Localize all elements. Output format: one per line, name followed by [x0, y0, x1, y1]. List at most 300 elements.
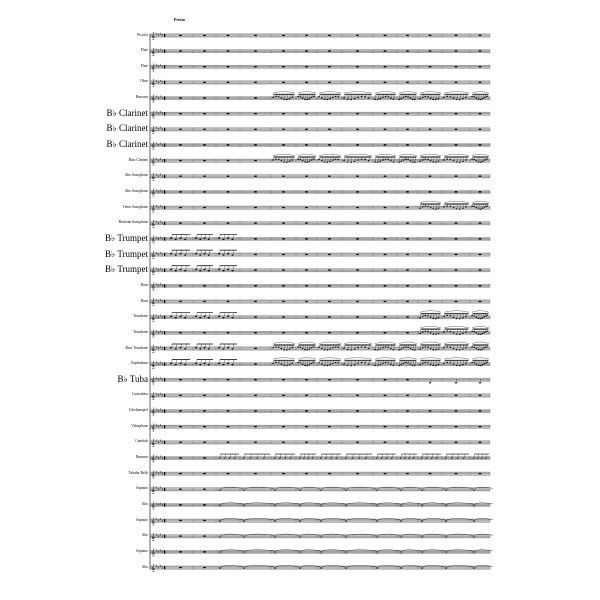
note: [350, 349, 352, 350]
note: [170, 316, 172, 318]
key-sharp: ♯: [157, 48, 160, 54]
whole-rest: [384, 191, 387, 192]
instrument-label: Vibraphone: [131, 423, 148, 428]
note: [473, 362, 475, 363]
note: [364, 347, 366, 348]
staff: [150, 438, 490, 448]
note: [427, 331, 429, 332]
slur: [273, 154, 295, 156]
note: [204, 237, 206, 239]
key-sharp: ♯: [155, 547, 158, 553]
note: [329, 98, 331, 99]
instrument-label: Baritone Saxophone: [118, 220, 148, 225]
note: [299, 347, 301, 348]
key-sharp: ♯: [155, 391, 158, 397]
staff: [150, 326, 490, 338]
whole-rest: [203, 50, 206, 51]
whole-rest: [479, 50, 482, 51]
note: [473, 315, 475, 316]
note: [313, 96, 315, 97]
whole-rest: [384, 379, 387, 380]
whole-rest: [254, 442, 257, 443]
key-sharp: ♯: [157, 564, 160, 570]
note: [480, 318, 482, 319]
whole-rest: [356, 379, 359, 380]
staff: [150, 266, 490, 276]
key-sharp: ♯: [157, 533, 160, 539]
whole-rest: [455, 238, 458, 239]
note: [465, 206, 467, 207]
whole-rest: [429, 442, 432, 443]
whole-rest: [429, 50, 432, 51]
whole-rest: [282, 238, 285, 239]
whole-rest: [227, 285, 230, 286]
whole-rest: [254, 379, 257, 380]
note: [329, 364, 331, 365]
note: [446, 331, 448, 332]
instrument-label: B♭ Clarinet: [106, 107, 148, 118]
clef: 𝄞: [151, 282, 156, 291]
whole-rest: [305, 473, 308, 474]
note: [471, 346, 473, 347]
slur: [444, 358, 469, 360]
note: [473, 206, 475, 207]
clef: 𝄞: [151, 126, 156, 134]
note: [308, 349, 310, 350]
instrument-label: Euphonium: [131, 361, 148, 366]
key-sharp: ♯: [161, 189, 164, 195]
whole-rest: [356, 66, 359, 67]
staff: [150, 78, 490, 88]
whole-rest: [356, 254, 359, 255]
note: [449, 362, 451, 363]
note: [390, 160, 392, 161]
key-sharp: ♯: [161, 470, 164, 476]
note: [232, 364, 234, 366]
staff: [150, 297, 490, 307]
key-sharp: ♯: [155, 31, 158, 37]
whole-rest: [384, 113, 387, 114]
note: [422, 332, 424, 333]
note: [377, 162, 379, 163]
note: [446, 205, 448, 206]
whole-rest: [328, 82, 331, 83]
note: [456, 99, 458, 100]
note: [435, 365, 437, 366]
time-signature: [161, 298, 165, 304]
note: [184, 317, 186, 319]
note: [332, 363, 334, 364]
note: [419, 98, 421, 99]
time-signature: [161, 220, 165, 226]
slur: [344, 342, 372, 344]
key-sharp: ♯: [159, 516, 162, 522]
note: [429, 382, 431, 383]
whole-rest: [455, 50, 458, 51]
note: [427, 362, 429, 363]
key-sharp: ♯: [155, 203, 158, 209]
whole-rest: [479, 144, 482, 145]
whole-rest: [254, 223, 257, 224]
whole-rest: [356, 269, 359, 270]
tempo-marking: Presto: [174, 17, 185, 22]
whole-rest: [227, 223, 230, 224]
key-sharp: ♯: [157, 314, 160, 320]
note: [430, 317, 432, 318]
note: [456, 334, 458, 335]
whole-rest: [203, 191, 206, 192]
note: [347, 99, 349, 100]
whole-rest: [282, 113, 285, 114]
slur: [444, 326, 469, 328]
key-sharp: ♯: [161, 48, 164, 54]
slur: [472, 154, 489, 156]
note: [289, 364, 291, 365]
whole-rest: [282, 176, 285, 177]
whole-rest: [179, 35, 182, 36]
whole-rest: [254, 160, 257, 161]
key-sharp: ♯: [161, 533, 164, 539]
note: [318, 96, 320, 97]
whole-rest: [384, 176, 387, 177]
note: [297, 346, 299, 347]
instrument-label: Trombone: [133, 314, 148, 319]
key-sharp: ♯: [159, 281, 162, 287]
whole-rest: [429, 269, 432, 270]
whole-rest: [328, 207, 331, 208]
note: [180, 253, 182, 255]
note: [432, 365, 434, 366]
note: [278, 96, 280, 97]
whole-rest: [203, 223, 206, 224]
note: [412, 99, 414, 100]
time-signature: [161, 110, 165, 116]
key-sharp: ♯: [159, 500, 162, 506]
note: [424, 346, 426, 347]
key-sharp: ♯: [157, 361, 160, 367]
instrument-label: Soprano: [136, 548, 148, 553]
note: [343, 348, 345, 349]
whole-rest: [282, 379, 285, 380]
whole-rest: [254, 316, 257, 317]
note: [479, 382, 481, 383]
whole-rest: [203, 379, 206, 380]
note: [486, 205, 488, 206]
clef: 𝄞: [151, 32, 156, 41]
key-sharp: ♯: [161, 361, 164, 367]
whole-rest: [254, 301, 257, 302]
whole-rest: [179, 520, 182, 521]
note: [227, 253, 229, 255]
key-sharp: ♯: [159, 93, 162, 99]
note: [438, 98, 440, 99]
slur: [420, 342, 441, 344]
instrument-label: Cymbals: [135, 439, 148, 444]
note: [354, 161, 356, 162]
whole-rest: [328, 395, 331, 396]
note: [409, 348, 411, 349]
whole-rest: [254, 176, 257, 177]
key-sharp: ♯: [157, 251, 160, 257]
whole-rest: [406, 316, 409, 317]
whole-rest: [254, 35, 257, 36]
note: [453, 364, 455, 365]
note: [374, 365, 376, 366]
note: [291, 347, 293, 348]
slur: [273, 92, 295, 94]
whole-rest: [384, 285, 387, 286]
note: [482, 161, 484, 162]
whole-rest: [227, 426, 230, 427]
whole-rest: [282, 129, 285, 130]
whole-rest: [203, 97, 206, 98]
note: [175, 270, 177, 272]
note: [329, 161, 331, 162]
note: [382, 159, 384, 160]
note: [343, 364, 345, 365]
whole-rest: [356, 332, 359, 333]
key-sharp: ♯: [155, 78, 158, 84]
note: [459, 349, 461, 350]
note: [486, 331, 488, 332]
key-sharp: ♯: [159, 391, 162, 397]
time-signature: [161, 517, 165, 523]
clef: 𝄞: [151, 204, 156, 213]
note: [400, 349, 402, 350]
note: [382, 347, 384, 348]
whole-rest: [406, 332, 409, 333]
staff: [150, 234, 490, 244]
note: [465, 331, 467, 332]
note: [324, 161, 326, 162]
whole-rest: [384, 50, 387, 51]
whole-rest: [305, 426, 308, 427]
note: [435, 318, 437, 319]
whole-rest: [455, 285, 458, 286]
note: [364, 362, 366, 363]
whole-rest: [429, 66, 432, 67]
whole-rest: [328, 66, 331, 67]
instrument-label: Glockenspiel: [129, 408, 148, 413]
clef: 𝄞: [151, 470, 156, 479]
key-sharp: ♯: [157, 392, 160, 398]
whole-rest: [179, 504, 182, 505]
whole-rest: [179, 97, 182, 98]
clef: 𝄞: [151, 172, 156, 181]
whole-rest: [479, 238, 482, 239]
whole-rest: [179, 332, 182, 333]
whole-rest: [406, 426, 409, 427]
whole-rest: [203, 457, 206, 458]
note: [480, 162, 482, 163]
staff: [150, 219, 490, 229]
note: [471, 331, 473, 332]
instrument-label: Horn: [140, 282, 148, 287]
whole-rest: [282, 35, 285, 36]
note: [337, 96, 339, 97]
note: [311, 363, 313, 364]
key-sharp: ♯: [157, 204, 160, 210]
key-sharp: ♯: [157, 79, 160, 85]
whole-rest: [406, 238, 409, 239]
whole-rest: [356, 442, 359, 443]
whole-rest: [305, 332, 308, 333]
note: [377, 349, 379, 350]
note: [424, 362, 426, 363]
whole-rest: [384, 332, 387, 333]
whole-rest: [227, 332, 230, 333]
key-sharp: ♯: [161, 330, 164, 336]
whole-rest: [203, 551, 206, 552]
whole-rest: [479, 473, 482, 474]
whole-rest: [305, 113, 308, 114]
note: [218, 237, 220, 239]
whole-rest: [227, 66, 230, 67]
key-sharp: ♯: [155, 46, 158, 52]
whole-rest: [254, 395, 257, 396]
staff: [150, 188, 490, 198]
whole-rest: [328, 113, 331, 114]
whole-rest: [356, 395, 359, 396]
note: [403, 97, 405, 98]
key-sharp: ♯: [161, 173, 164, 179]
note: [227, 237, 229, 239]
note: [195, 316, 197, 318]
whole-rest: [203, 66, 206, 67]
note: [299, 362, 301, 363]
whole-rest: [406, 176, 409, 177]
whole-rest: [455, 35, 458, 36]
note: [422, 316, 424, 317]
key-sharp: ♯: [157, 64, 160, 69]
whole-rest: [406, 301, 409, 302]
note: [478, 349, 480, 350]
instrument-label: Piccolo: [137, 32, 148, 37]
whole-rest: [455, 410, 458, 411]
whole-rest: [356, 176, 359, 177]
whole-rest: [328, 332, 331, 333]
note: [432, 161, 434, 162]
staff: [150, 485, 493, 495]
whole-rest: [282, 316, 285, 317]
instrument-label: B♭ Tuba: [117, 373, 148, 384]
whole-rest: [282, 410, 285, 411]
key-sharp: ♯: [155, 422, 158, 428]
note: [218, 347, 220, 349]
time-signature: [161, 173, 165, 179]
note: [435, 349, 437, 350]
note: [326, 365, 328, 366]
note: [208, 254, 210, 256]
instrument-label: B♭ Trumpet: [104, 248, 148, 259]
note: [456, 318, 458, 319]
note: [335, 362, 337, 363]
whole-rest: [479, 82, 482, 83]
note: [313, 159, 315, 160]
note: [199, 270, 201, 272]
staff: [150, 422, 490, 432]
note: [459, 365, 461, 366]
key-sharp: ♯: [159, 140, 162, 146]
note: [361, 96, 363, 97]
note: [400, 364, 402, 365]
whole-rest: [479, 191, 482, 192]
note: [459, 99, 461, 100]
whole-rest: [282, 285, 285, 286]
note: [414, 349, 416, 350]
note: [379, 98, 381, 99]
note: [407, 159, 409, 160]
note: [280, 98, 282, 99]
note: [204, 269, 206, 271]
note: [354, 364, 356, 365]
time-signature: [161, 283, 165, 289]
slur: [319, 154, 341, 156]
note: [364, 159, 366, 160]
whole-rest: [254, 473, 257, 474]
whole-rest: [356, 473, 359, 474]
time-signature: [161, 408, 165, 414]
note: [332, 159, 334, 160]
key-sharp: ♯: [159, 62, 162, 68]
whole-rest: [429, 301, 432, 302]
whole-rest: [455, 176, 458, 177]
note: [390, 364, 392, 365]
staff: [150, 125, 490, 135]
whole-rest: [305, 301, 308, 302]
note: [350, 162, 352, 163]
whole-rest: [356, 113, 359, 114]
note: [199, 317, 201, 319]
key-sharp: ♯: [159, 422, 162, 428]
note: [393, 365, 395, 366]
note: [403, 159, 405, 160]
key-sharp: ♯: [159, 313, 162, 318]
note: [170, 269, 172, 271]
slur: [319, 92, 341, 94]
whole-rest: [227, 301, 230, 302]
time-signature: [161, 377, 165, 382]
key-sharp: ♯: [161, 267, 164, 273]
note: [357, 159, 359, 160]
note: [480, 365, 482, 366]
whole-rest: [179, 285, 182, 286]
note: [409, 160, 411, 161]
note: [387, 362, 389, 363]
whole-rest: [328, 285, 331, 286]
whole-rest: [406, 269, 409, 270]
slur: [273, 358, 295, 360]
whole-rest: [203, 160, 206, 161]
time-signature: [161, 32, 165, 38]
note: [354, 98, 356, 99]
note: [405, 346, 407, 347]
whole-rest: [179, 50, 182, 51]
slur: [319, 358, 341, 360]
key-sharp: ♯: [159, 172, 162, 178]
whole-rest: [328, 410, 331, 411]
note: [422, 363, 424, 364]
whole-rest: [356, 426, 359, 427]
whole-rest: [254, 285, 257, 286]
note: [438, 161, 440, 162]
note: [478, 208, 480, 209]
staff: [150, 311, 490, 323]
note: [430, 207, 432, 208]
whole-rest: [455, 129, 458, 130]
whole-rest: [384, 395, 387, 396]
whole-rest: [429, 410, 432, 411]
